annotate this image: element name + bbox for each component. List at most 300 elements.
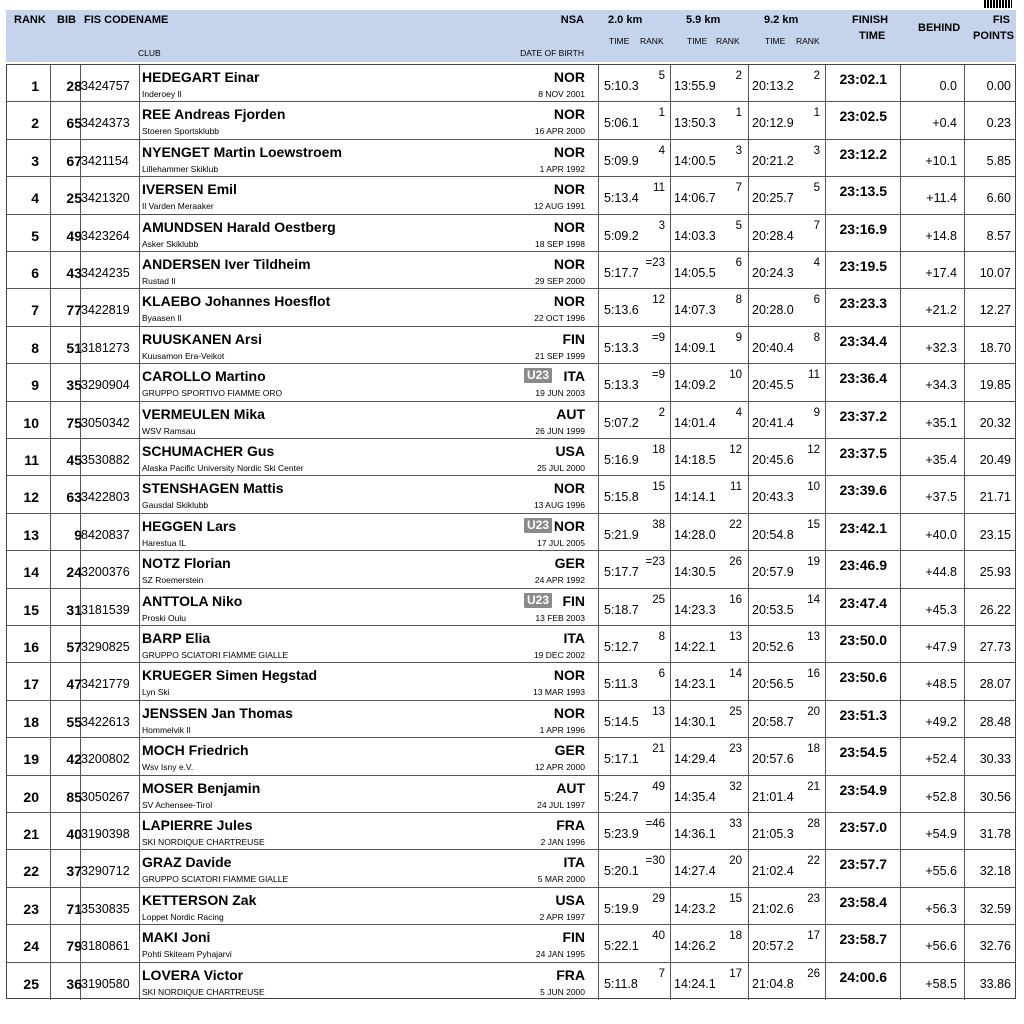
split3-time: 21:01.4 <box>752 789 794 804</box>
split2-time: 14:23.2 <box>674 901 716 916</box>
split1-time: 5:12.7 <box>604 640 639 654</box>
split3-time: 20:56.5 <box>752 677 794 692</box>
rank: 19 <box>23 751 39 768</box>
rank: 23 <box>23 900 39 917</box>
split2-rank: 11 <box>730 481 742 494</box>
club: Wsv Isny e.V. <box>142 762 194 773</box>
behind: +40.0 <box>925 527 957 542</box>
split2-time: 14:30.1 <box>674 714 716 729</box>
split1-time: 5:21.9 <box>604 527 639 542</box>
split1-rank: 12 <box>652 294 665 307</box>
finish-time: 23:58.7 <box>839 931 887 948</box>
fis-code: 3424235 <box>81 266 130 280</box>
finish-time: 23:51.3 <box>839 706 887 723</box>
split1-rank: 5 <box>658 70 665 82</box>
split1-rank: 25 <box>652 593 665 606</box>
header-fis-points: FIS <box>992 14 1010 26</box>
split3-time: 20:40.4 <box>752 340 794 355</box>
behind: +56.6 <box>925 939 957 954</box>
split1-time: 5:17.1 <box>604 752 639 767</box>
nsa: NOR <box>553 106 585 123</box>
header-finish-time: TIME <box>859 30 886 42</box>
fis-code: 3190580 <box>81 976 130 991</box>
table-row <box>7 140 1015 177</box>
qr-code-icon <box>984 0 1012 8</box>
finish-time: 23:12.2 <box>839 145 887 162</box>
split2-rank: 17 <box>729 967 742 980</box>
fis-points: 20.49 <box>979 453 1011 467</box>
finish-time: 23:37.2 <box>839 407 887 424</box>
date-of-birth: 16 APR 2000 <box>534 126 585 137</box>
finish-time: 23:50.6 <box>839 669 887 686</box>
table-row <box>7 626 1015 663</box>
bib: 79 <box>66 938 82 955</box>
table-header <box>6 10 1016 62</box>
split3-rank: 12 <box>807 444 820 456</box>
fis-code: 3421154 <box>81 153 129 168</box>
split3-time: 20:57.6 <box>752 752 794 767</box>
nsa: NOR <box>553 69 585 85</box>
rank: 5 <box>31 227 39 244</box>
table-row <box>7 65 1015 102</box>
behind: +17.4 <box>925 266 957 280</box>
date-of-birth: 13 FEB 2003 <box>535 612 585 623</box>
rank: 22 <box>23 863 39 880</box>
finish-time: 23:54.9 <box>839 781 887 798</box>
split3-time: 20:21.2 <box>752 153 794 168</box>
split2-rank: 3 <box>735 144 742 157</box>
split2-time: 14:26.2 <box>674 939 716 954</box>
split2-time: 14:18.5 <box>674 453 716 467</box>
split3-time: 20:53.5 <box>752 602 794 617</box>
behind: +47.9 <box>925 640 957 654</box>
split3-rank: 11 <box>808 369 820 382</box>
nsa: FRA <box>556 817 585 833</box>
split1-rank: 21 <box>652 743 665 756</box>
bib: 55 <box>66 713 82 730</box>
date-of-birth: 1 APR 1996 <box>539 724 585 735</box>
date-of-birth: 12 APR 2000 <box>534 762 585 773</box>
split2-time: 14:06.7 <box>674 191 716 206</box>
nsa: NOR <box>553 143 585 160</box>
date-of-birth: 19 JUN 2003 <box>535 388 585 399</box>
results-table <box>6 64 1016 999</box>
split2-time: 14:36.1 <box>674 827 716 841</box>
club: Pohti Skiteam Pyhajarvi <box>142 949 232 960</box>
split1-time: 5:11.3 <box>604 677 638 692</box>
fis-points: 25.93 <box>979 565 1011 580</box>
table-row <box>7 925 1015 962</box>
behind: +56.3 <box>925 901 957 916</box>
behind: +48.5 <box>925 677 957 692</box>
split3-rank: 4 <box>813 257 820 269</box>
split2-rank: 26 <box>729 556 742 569</box>
split3-time: 20:57.2 <box>752 939 794 954</box>
header-split2: 5.9 km <box>686 14 721 26</box>
athlete-name: SCHUMACHER Gus <box>142 443 275 459</box>
table-row <box>7 813 1015 850</box>
table-row <box>7 177 1015 214</box>
fis-code: 3422819 <box>81 303 130 318</box>
bib: 43 <box>66 265 82 281</box>
split1-time: 5:09.9 <box>604 153 639 168</box>
header-split3: 9.2 km <box>764 14 799 26</box>
split3-time: 20:54.8 <box>752 527 794 542</box>
rank: 12 <box>23 489 39 506</box>
date-of-birth: 26 JUN 1999 <box>535 425 585 436</box>
rank: 10 <box>23 414 39 431</box>
fis-points: 0.23 <box>986 116 1011 131</box>
table-row <box>7 738 1015 775</box>
date-of-birth: 13 MAR 1993 <box>533 687 585 698</box>
fis-code: 3421320 <box>81 191 130 206</box>
club: Rustad Il <box>142 276 176 286</box>
athlete-name: AMUNDSEN Harald Oestberg <box>142 218 336 235</box>
split1-time: 5:09.2 <box>604 228 639 243</box>
nsa: GER <box>554 742 585 759</box>
fis-points: 26.22 <box>979 602 1011 617</box>
finish-time: 23:16.9 <box>839 220 887 237</box>
bib: 63 <box>66 489 82 506</box>
behind: +14.8 <box>925 228 957 243</box>
club: Hommelvik Il <box>142 724 191 735</box>
club: Lyn Ski <box>142 687 170 698</box>
fis-points: 32.18 <box>979 864 1011 879</box>
nsa: ITA <box>563 368 585 385</box>
athlete-name: HEGGEN Lars <box>142 517 237 534</box>
rank: 7 <box>31 302 39 319</box>
nsa: NOR <box>553 517 585 534</box>
rank: 9 <box>31 377 39 394</box>
date-of-birth: 24 JUL 1997 <box>537 799 585 810</box>
split3-time: 21:02.6 <box>752 901 794 916</box>
split3-rank: 17 <box>807 930 820 943</box>
header-split2-time: TIME <box>687 36 708 46</box>
split1-time: 5:23.9 <box>604 827 639 841</box>
header-split1: 2.0 km <box>608 14 643 26</box>
rank: 25 <box>23 975 39 992</box>
athlete-name: NOTZ Florian <box>142 555 231 572</box>
rank: 18 <box>23 713 39 730</box>
bib: 35 <box>66 377 82 394</box>
split1-rank: 8 <box>658 631 665 643</box>
fis-points: 32.76 <box>979 939 1011 954</box>
finish-time: 23:57.7 <box>839 856 887 873</box>
bib: 31 <box>66 601 82 618</box>
table-row <box>7 663 1015 700</box>
date-of-birth: 1 APR 1992 <box>539 163 585 174</box>
table-row <box>7 589 1015 626</box>
club: GRUPPO SPORTIVO FIAMME ORO <box>142 388 283 399</box>
split3-rank: 3 <box>813 144 820 157</box>
split1-time: 5:13.3 <box>604 340 639 355</box>
split3-rank: 15 <box>807 518 820 531</box>
split2-rank: 10 <box>729 369 742 382</box>
club: GRUPPO SCIATORI FIAMME GIALLE <box>142 874 289 885</box>
split1-time: 5:19.9 <box>604 901 639 916</box>
fis-code: 3290712 <box>81 864 130 879</box>
fis-code: 3422613 <box>81 714 130 729</box>
split3-time: 20:45.5 <box>752 378 794 393</box>
rank: 11 <box>24 452 39 468</box>
athlete-name: IVERSEN Emil <box>142 181 237 198</box>
table-row <box>7 102 1015 139</box>
bib: 37 <box>66 863 82 880</box>
nsa: NOR <box>553 480 585 497</box>
fis-points: 19.85 <box>979 378 1011 393</box>
split3-time: 20:43.3 <box>752 490 794 505</box>
club: SKI NORDIQUE CHARTREUSE <box>142 986 265 997</box>
split3-rank: 16 <box>807 668 820 681</box>
date-of-birth: 24 JAN 1995 <box>535 949 585 960</box>
split1-rank: =46 <box>645 818 665 830</box>
bib: 67 <box>66 152 82 169</box>
finish-time: 23:23.3 <box>839 295 887 312</box>
bib: 77 <box>66 302 82 319</box>
nsa: NOR <box>553 667 585 684</box>
behind: +21.2 <box>925 303 957 318</box>
header-rank: RANK <box>14 14 46 26</box>
behind: +58.5 <box>925 976 957 991</box>
athlete-name: CAROLLO Martino <box>142 368 266 385</box>
club: GRUPPO SCIATORI FIAMME GIALLE <box>142 650 289 660</box>
split2-time: 14:23.3 <box>674 602 716 617</box>
split2-time: 14:14.1 <box>674 490 716 505</box>
fis-code: 3421779 <box>81 677 130 692</box>
split1-rank: =9 <box>651 331 665 344</box>
split1-time: 5:24.7 <box>604 789 639 804</box>
table-row <box>7 476 1015 513</box>
split2-time: 14:24.1 <box>674 976 716 991</box>
split2-rank: 12 <box>729 444 742 456</box>
finish-time: 23:57.0 <box>839 819 887 835</box>
club: SZ Roemerstein <box>142 575 204 586</box>
split3-time: 20:28.4 <box>752 228 794 243</box>
split1-rank: 3 <box>658 219 665 232</box>
split3-time: 20:57.9 <box>752 565 794 580</box>
split1-time: 5:11.8 <box>604 976 638 991</box>
split2-rank: 4 <box>735 406 742 419</box>
fis-points: 18.70 <box>979 340 1011 355</box>
club: Alaska Pacific University Nordic Ski Center <box>142 463 304 473</box>
athlete-name: ANDERSEN Iver Tildheim <box>142 256 311 272</box>
table-row <box>7 850 1015 887</box>
nsa: FRA <box>556 966 585 983</box>
nsa: ITA <box>563 854 585 871</box>
split2-time: 14:01.4 <box>674 415 716 430</box>
split3-rank: 2 <box>813 70 820 82</box>
split1-time: 5:13.3 <box>604 378 639 393</box>
athlete-name: LOVERA Victor <box>142 966 244 983</box>
fis-code: 3050267 <box>81 789 130 804</box>
date-of-birth: 13 AUG 1996 <box>533 500 585 511</box>
bib: 40 <box>66 826 82 842</box>
nsa: FIN <box>562 330 585 347</box>
date-of-birth: 22 OCT 1996 <box>534 313 585 324</box>
rank: 16 <box>23 639 39 655</box>
athlete-name: BARP Elia <box>142 630 211 646</box>
athlete-name: RUUSKANEN Arsi <box>142 330 263 347</box>
finish-time: 23:36.4 <box>839 370 887 387</box>
finish-time: 23:47.4 <box>839 594 887 611</box>
fis-code: 3290825 <box>81 640 130 654</box>
split3-rank: 8 <box>813 331 820 344</box>
date-of-birth: 19 DEC 2002 <box>533 650 585 660</box>
header-fis-code: FIS CODE <box>84 14 136 26</box>
date-of-birth: 8 NOV 2001 <box>538 89 585 99</box>
split2-rank: 2 <box>735 70 742 82</box>
split1-rank: 29 <box>652 892 665 905</box>
split2-time: 14:05.5 <box>674 266 716 280</box>
split3-rank: 28 <box>807 818 820 830</box>
fis-points: 31.78 <box>979 827 1011 841</box>
bib: 85 <box>66 788 82 805</box>
u23-badge: U23 <box>524 518 552 533</box>
fis-points: 6.60 <box>986 191 1011 206</box>
finish-time: 23:13.5 <box>839 183 887 200</box>
nsa: USA <box>555 443 585 459</box>
split3-time: 20:58.7 <box>752 714 794 729</box>
fis-code: 3200802 <box>81 752 130 767</box>
split1-rank: 4 <box>658 144 665 157</box>
split2-rank: 5 <box>735 219 742 232</box>
club: Stoeren Sportsklubb <box>142 126 220 137</box>
split2-rank: 33 <box>729 818 742 830</box>
split1-rank: 6 <box>658 668 665 681</box>
date-of-birth: 21 SEP 1999 <box>535 350 585 361</box>
fis-code: 3422803 <box>81 490 130 505</box>
split1-time: 5:17.7 <box>604 266 639 280</box>
split3-rank: 23 <box>807 892 820 905</box>
fis-points: 32.59 <box>979 901 1011 916</box>
header-bib: BIB <box>57 14 76 26</box>
header-name: NAME <box>136 14 169 26</box>
header-split3-time: TIME <box>765 36 786 46</box>
athlete-name: MOSER Benjamin <box>142 779 261 796</box>
bib: 47 <box>66 676 82 693</box>
athlete-name: REE Andreas Fjorden <box>142 106 286 123</box>
bib: 75 <box>66 414 82 431</box>
athlete-name: MAKI Joni <box>142 929 211 946</box>
split3-time: 20:25.7 <box>752 191 794 206</box>
club: Asker Skiklubb <box>142 238 199 249</box>
fis-points: 33.86 <box>979 976 1011 991</box>
table-row <box>7 963 1015 1000</box>
split2-time: 14:23.1 <box>674 677 716 692</box>
split1-rank: 40 <box>652 930 665 943</box>
nsa: GER <box>554 555 585 572</box>
split2-time: 14:27.4 <box>674 864 716 879</box>
split2-time: 14:09.1 <box>674 340 716 355</box>
fis-points: 28.07 <box>979 677 1011 692</box>
fis-code: 3424757 <box>81 79 130 93</box>
fis-code: 3290904 <box>81 378 130 393</box>
split3-time: 20:24.3 <box>752 266 794 280</box>
header-fis-points-2: POINTS <box>973 30 1014 42</box>
bib: 28 <box>66 78 82 94</box>
split1-time: 5:10.3 <box>604 79 639 93</box>
fis-code: 3200376 <box>81 565 130 580</box>
athlete-name: KRUEGER Simen Hegstad <box>142 667 318 684</box>
header-dob: DATE OF BIRTH <box>520 48 584 58</box>
finish-time: 23:42.1 <box>839 519 887 536</box>
fis-code: 3181273 <box>81 340 130 355</box>
athlete-name: KLAEBO Johannes Hoesflot <box>142 293 331 310</box>
split2-rank: 1 <box>735 107 742 120</box>
split2-rank: 25 <box>729 705 742 718</box>
date-of-birth: 2 APR 1997 <box>539 911 585 922</box>
behind: +0.4 <box>932 116 957 131</box>
club: Gausdal Skiklubb <box>142 500 209 511</box>
fis-points: 5.85 <box>986 153 1011 168</box>
split3-rank: 7 <box>813 219 820 232</box>
fis-points: 10.07 <box>979 266 1011 280</box>
finish-time: 23:50.0 <box>839 632 887 648</box>
nsa: NOR <box>553 218 585 235</box>
fis-points: 12.27 <box>979 303 1011 318</box>
header-split1-time: TIME <box>609 36 630 46</box>
split2-rank: 23 <box>729 743 742 756</box>
split3-rank: 9 <box>813 406 820 419</box>
split1-rank: =23 <box>645 556 665 569</box>
athlete-name: LAPIERRE Jules <box>142 817 253 833</box>
split3-rank: 22 <box>807 855 820 868</box>
split3-rank: 10 <box>807 481 820 494</box>
date-of-birth: 24 APR 1992 <box>534 575 585 586</box>
split2-rank: 14 <box>729 668 742 681</box>
behind: +49.2 <box>925 714 957 729</box>
split3-rank: 1 <box>813 107 820 120</box>
behind: +35.1 <box>925 415 957 430</box>
nsa: NOR <box>553 293 585 310</box>
split1-time: 5:15.8 <box>604 490 639 505</box>
fis-points: 28.48 <box>979 714 1011 729</box>
behind: +34.3 <box>925 378 957 393</box>
behind: +44.8 <box>925 565 957 580</box>
rank: 14 <box>23 564 39 581</box>
split1-rank: =9 <box>651 369 665 382</box>
split2-time: 13:55.9 <box>674 79 716 93</box>
club: Il Varden Meraaker <box>142 201 214 212</box>
date-of-birth: 18 SEP 1998 <box>535 238 585 249</box>
header-split1-rank: RANK <box>640 36 664 46</box>
u23-badge: U23 <box>524 368 552 383</box>
athlete-name: GRAZ Davide <box>142 854 232 871</box>
split1-time: 5:14.5 <box>604 714 639 729</box>
split1-rank: 11 <box>653 182 665 195</box>
behind: 0.0 <box>939 79 957 93</box>
rank: 4 <box>31 190 39 207</box>
nsa: NOR <box>553 181 585 198</box>
athlete-name: STENSHAGEN Mattis <box>142 480 284 497</box>
athlete-name: ANTTOLA Niko <box>142 592 243 609</box>
split2-rank: 8 <box>735 294 742 307</box>
split3-rank: 13 <box>807 631 820 643</box>
behind: +54.9 <box>925 827 957 841</box>
finish-time: 24:00.6 <box>839 968 887 985</box>
club: Kuusamon Era-Veikot <box>142 350 225 361</box>
split3-rank: 21 <box>807 780 820 793</box>
split2-time: 14:09.2 <box>674 378 716 393</box>
table-row <box>7 514 1015 551</box>
fis-points: 27.73 <box>979 640 1011 654</box>
bib: 24 <box>66 564 82 581</box>
finish-time: 23:39.6 <box>839 482 887 499</box>
finish-time: 23:34.4 <box>839 332 887 349</box>
club: Proski Oulu <box>142 612 186 623</box>
date-of-birth: 29 SEP 2000 <box>535 276 585 286</box>
split2-time: 14:03.3 <box>674 228 716 243</box>
